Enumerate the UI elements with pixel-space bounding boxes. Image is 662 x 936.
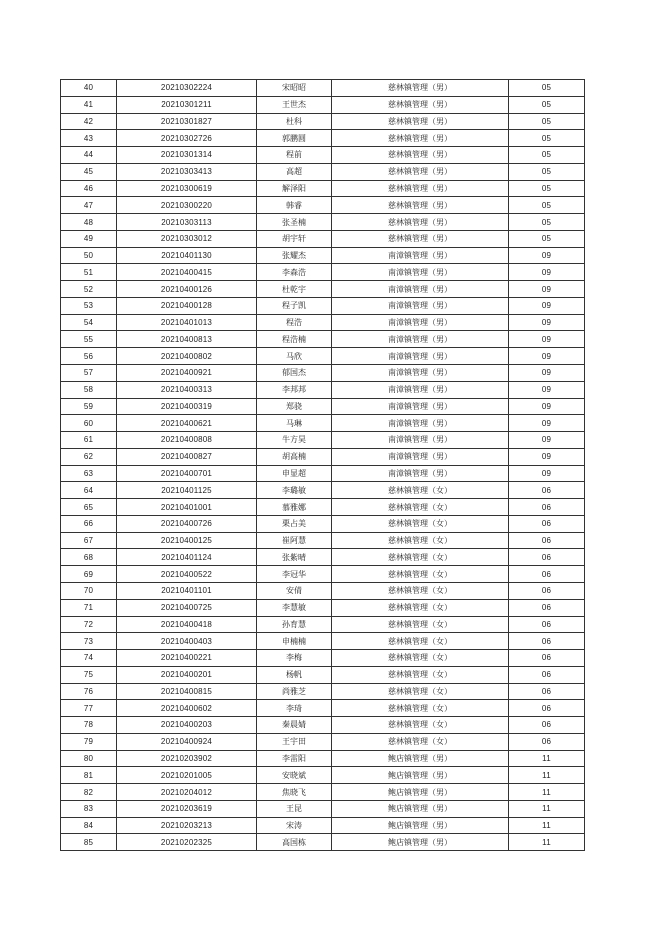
row-number-cell: 71 [61, 599, 117, 616]
name-cell: 胡宇轩 [257, 230, 332, 247]
exam-id-cell: 20210204012 [117, 784, 257, 801]
name-cell: 慕雅娜 [257, 499, 332, 516]
name-cell: 焦晓飞 [257, 784, 332, 801]
row-number-cell: 41 [61, 96, 117, 113]
table-row [61, 297, 585, 314]
row-number-cell: 79 [61, 733, 117, 750]
code-cell: 11 [509, 800, 585, 817]
row-number-cell: 56 [61, 348, 117, 365]
code-cell: 09 [509, 247, 585, 264]
table-row [61, 281, 585, 298]
code-cell: 09 [509, 264, 585, 281]
row-number-cell: 75 [61, 666, 117, 683]
code-cell: 09 [509, 297, 585, 314]
name-cell: 王昆 [257, 800, 332, 817]
row-number-cell: 45 [61, 163, 117, 180]
position-cell: 南漳镇管理（男） [332, 314, 509, 331]
position-cell: 慈林镇管理（女） [332, 650, 509, 667]
code-cell: 11 [509, 767, 585, 784]
row-number-cell: 69 [61, 566, 117, 583]
exam-id-cell: 20210400126 [117, 281, 257, 298]
position-cell: 慈林镇管理（女） [332, 499, 509, 516]
code-cell: 06 [509, 482, 585, 499]
position-cell: 南漳镇管理（男） [332, 415, 509, 432]
table-row [61, 465, 585, 482]
exam-id-cell: 20210400726 [117, 515, 257, 532]
row-number-cell: 44 [61, 147, 117, 164]
table-row [61, 515, 585, 532]
position-cell: 南漳镇管理（男） [332, 264, 509, 281]
row-number-cell: 64 [61, 482, 117, 499]
position-cell: 鲍店镇管理（男） [332, 750, 509, 767]
code-cell: 11 [509, 817, 585, 834]
position-cell: 南漳镇管理（男） [332, 281, 509, 298]
exam-id-cell: 20210400522 [117, 566, 257, 583]
position-cell: 慈林镇管理（男） [332, 180, 509, 197]
row-number-cell: 82 [61, 784, 117, 801]
row-number-cell: 55 [61, 331, 117, 348]
table-row [61, 197, 585, 214]
position-cell: 慈林镇管理（男） [332, 163, 509, 180]
position-cell: 鲍店镇管理（男） [332, 834, 509, 851]
name-cell: 秦晨婧 [257, 717, 332, 734]
row-number-cell: 60 [61, 415, 117, 432]
table-row [61, 130, 585, 147]
row-number-cell: 76 [61, 683, 117, 700]
row-number-cell: 62 [61, 448, 117, 465]
table-row [61, 733, 585, 750]
position-cell: 南漳镇管理（男） [332, 432, 509, 449]
table-row [61, 163, 585, 180]
table-row [61, 331, 585, 348]
name-cell: 申显超 [257, 465, 332, 482]
row-number-cell: 43 [61, 130, 117, 147]
table-row [61, 549, 585, 566]
exam-id-cell: 20210302726 [117, 130, 257, 147]
position-cell: 慈林镇管理（女） [332, 683, 509, 700]
row-number-cell: 59 [61, 398, 117, 415]
code-cell: 05 [509, 96, 585, 113]
table-row [61, 365, 585, 382]
exam-id-cell: 20210201005 [117, 767, 257, 784]
code-cell: 06 [509, 499, 585, 516]
row-number-cell: 77 [61, 700, 117, 717]
row-number-cell: 40 [61, 80, 117, 97]
code-cell: 09 [509, 314, 585, 331]
code-cell: 06 [509, 683, 585, 700]
position-cell: 南漳镇管理（男） [332, 247, 509, 264]
table-row [61, 499, 585, 516]
code-cell: 06 [509, 515, 585, 532]
table-row [61, 147, 585, 164]
position-cell: 南漳镇管理（男） [332, 398, 509, 415]
exam-id-cell: 20210202325 [117, 834, 257, 851]
name-cell: 马琳 [257, 415, 332, 432]
table-row [61, 650, 585, 667]
code-cell: 05 [509, 80, 585, 97]
table-row [61, 482, 585, 499]
table-row [61, 448, 585, 465]
table-row [61, 415, 585, 432]
name-cell: 张圣楠 [257, 214, 332, 231]
position-cell: 慈林镇管理（女） [332, 666, 509, 683]
row-number-cell: 66 [61, 515, 117, 532]
exam-id-cell: 20210302224 [117, 80, 257, 97]
name-cell: 郁国杰 [257, 365, 332, 382]
code-cell: 09 [509, 398, 585, 415]
row-number-cell: 51 [61, 264, 117, 281]
name-cell: 程子凯 [257, 297, 332, 314]
row-number-cell: 53 [61, 297, 117, 314]
code-cell: 09 [509, 331, 585, 348]
code-cell: 06 [509, 599, 585, 616]
exam-id-cell: 20210400802 [117, 348, 257, 365]
exam-id-cell: 20210400313 [117, 381, 257, 398]
table-row [61, 264, 585, 281]
code-cell: 06 [509, 717, 585, 734]
position-cell: 慈林镇管理（男） [332, 96, 509, 113]
name-cell: 杜科 [257, 113, 332, 130]
code-cell: 09 [509, 465, 585, 482]
table-row [61, 214, 585, 231]
exam-id-cell: 20210301827 [117, 113, 257, 130]
table-row [61, 767, 585, 784]
name-cell: 安晓斌 [257, 767, 332, 784]
position-cell: 鲍店镇管理（男） [332, 784, 509, 801]
position-cell: 鲍店镇管理（男） [332, 800, 509, 817]
exam-id-cell: 20210400125 [117, 532, 257, 549]
roster-body [61, 80, 585, 851]
exam-id-cell: 20210400813 [117, 331, 257, 348]
row-number-cell: 68 [61, 549, 117, 566]
row-number-cell: 65 [61, 499, 117, 516]
position-cell: 慈林镇管理（女） [332, 515, 509, 532]
name-cell: 程浩楠 [257, 331, 332, 348]
code-cell: 11 [509, 784, 585, 801]
table-row [61, 532, 585, 549]
position-cell: 慈林镇管理（男） [332, 230, 509, 247]
name-cell: 宋昭昭 [257, 80, 332, 97]
exam-id-cell: 20210301314 [117, 147, 257, 164]
code-cell: 09 [509, 381, 585, 398]
name-cell: 安倩 [257, 582, 332, 599]
code-cell: 05 [509, 214, 585, 231]
exam-id-cell: 20210400621 [117, 415, 257, 432]
table-row [61, 247, 585, 264]
code-cell: 09 [509, 448, 585, 465]
name-cell: 杜乾宇 [257, 281, 332, 298]
position-cell: 慈林镇管理（女） [332, 717, 509, 734]
table-row [61, 666, 585, 683]
table-row [61, 398, 585, 415]
exam-id-cell: 20210400403 [117, 633, 257, 650]
row-number-cell: 61 [61, 432, 117, 449]
name-cell: 郭鹏圆 [257, 130, 332, 147]
exam-id-cell: 20210401013 [117, 314, 257, 331]
code-cell: 05 [509, 113, 585, 130]
row-number-cell: 83 [61, 800, 117, 817]
name-cell: 张耀杰 [257, 247, 332, 264]
exam-id-cell: 20210303012 [117, 230, 257, 247]
position-cell: 慈林镇管理（女） [332, 599, 509, 616]
position-cell: 慈林镇管理（女） [332, 532, 509, 549]
position-cell: 慈林镇管理（男） [332, 214, 509, 231]
row-number-cell: 85 [61, 834, 117, 851]
name-cell: 崔阿慧 [257, 532, 332, 549]
table-row [61, 582, 585, 599]
name-cell: 宋涛 [257, 817, 332, 834]
exam-id-cell: 20210401124 [117, 549, 257, 566]
row-number-cell: 48 [61, 214, 117, 231]
exam-id-cell: 20210400415 [117, 264, 257, 281]
position-cell: 慈林镇管理（男） [332, 80, 509, 97]
exam-id-cell: 20210303413 [117, 163, 257, 180]
exam-id-cell: 20210301211 [117, 96, 257, 113]
exam-id-cell: 20210400201 [117, 666, 257, 683]
table-row [61, 230, 585, 247]
position-cell: 慈林镇管理（女） [332, 733, 509, 750]
table-row [61, 432, 585, 449]
code-cell: 09 [509, 365, 585, 382]
table-row [61, 700, 585, 717]
position-cell: 慈林镇管理（男） [332, 130, 509, 147]
position-cell: 慈林镇管理（男） [332, 147, 509, 164]
name-cell: 李璐敏 [257, 482, 332, 499]
exam-id-cell: 20210401130 [117, 247, 257, 264]
exam-id-cell: 20210400924 [117, 733, 257, 750]
name-cell: 李琦 [257, 700, 332, 717]
code-cell: 05 [509, 147, 585, 164]
table-row [61, 817, 585, 834]
exam-id-cell: 20210400203 [117, 717, 257, 734]
position-cell: 南漳镇管理（男） [332, 465, 509, 482]
table-row [61, 96, 585, 113]
position-cell: 慈林镇管理（女） [332, 549, 509, 566]
name-cell: 张紫晴 [257, 549, 332, 566]
row-number-cell: 70 [61, 582, 117, 599]
exam-id-cell: 20210400921 [117, 365, 257, 382]
name-cell: 高国栋 [257, 834, 332, 851]
code-cell: 11 [509, 750, 585, 767]
exam-id-cell: 20210401001 [117, 499, 257, 516]
name-cell: 李邦邦 [257, 381, 332, 398]
position-cell: 南漳镇管理（男） [332, 381, 509, 398]
table-row [61, 633, 585, 650]
exam-id-cell: 20210401125 [117, 482, 257, 499]
table-row [61, 800, 585, 817]
row-number-cell: 49 [61, 230, 117, 247]
exam-id-cell: 20210400827 [117, 448, 257, 465]
table-row [61, 180, 585, 197]
code-cell: 06 [509, 582, 585, 599]
table-row [61, 113, 585, 130]
exam-id-cell: 20210203902 [117, 750, 257, 767]
table-row [61, 784, 585, 801]
table-row [61, 381, 585, 398]
position-cell: 南漳镇管理（男） [332, 297, 509, 314]
exam-id-cell: 20210400701 [117, 465, 257, 482]
row-number-cell: 54 [61, 314, 117, 331]
exam-id-cell: 20210203619 [117, 800, 257, 817]
row-number-cell: 78 [61, 717, 117, 734]
position-cell: 慈林镇管理（女） [332, 566, 509, 583]
exam-id-cell: 20210400808 [117, 432, 257, 449]
name-cell: 尚雅芝 [257, 683, 332, 700]
name-cell: 王世杰 [257, 96, 332, 113]
name-cell: 郑骁 [257, 398, 332, 415]
code-cell: 06 [509, 650, 585, 667]
exam-id-cell: 20210400128 [117, 297, 257, 314]
position-cell: 慈林镇管理（男） [332, 197, 509, 214]
position-cell: 慈林镇管理（女） [332, 700, 509, 717]
exam-id-cell: 20210400815 [117, 683, 257, 700]
name-cell: 马欣 [257, 348, 332, 365]
position-cell: 南漳镇管理（男） [332, 448, 509, 465]
code-cell: 06 [509, 666, 585, 683]
row-number-cell: 47 [61, 197, 117, 214]
name-cell: 李慧敏 [257, 599, 332, 616]
position-cell: 慈林镇管理（女） [332, 633, 509, 650]
table-row [61, 616, 585, 633]
table-row [61, 834, 585, 851]
exam-id-cell: 20210400725 [117, 599, 257, 616]
code-cell: 09 [509, 432, 585, 449]
row-number-cell: 52 [61, 281, 117, 298]
code-cell: 06 [509, 566, 585, 583]
name-cell: 李雷阳 [257, 750, 332, 767]
code-cell: 05 [509, 180, 585, 197]
table-row [61, 566, 585, 583]
code-cell: 09 [509, 281, 585, 298]
position-cell: 鲍店镇管理（男） [332, 817, 509, 834]
name-cell: 程前 [257, 147, 332, 164]
position-cell: 南漳镇管理（男） [332, 331, 509, 348]
name-cell: 李梅 [257, 650, 332, 667]
exam-id-cell: 20210303113 [117, 214, 257, 231]
code-cell: 06 [509, 549, 585, 566]
row-number-cell: 81 [61, 767, 117, 784]
position-cell: 慈林镇管理（女） [332, 482, 509, 499]
name-cell: 胡高楠 [257, 448, 332, 465]
row-number-cell: 80 [61, 750, 117, 767]
name-cell: 孙育慧 [257, 616, 332, 633]
code-cell: 09 [509, 348, 585, 365]
position-cell: 南漳镇管理（男） [332, 365, 509, 382]
table-row [61, 314, 585, 331]
code-cell: 09 [509, 415, 585, 432]
code-cell: 11 [509, 834, 585, 851]
code-cell: 06 [509, 633, 585, 650]
row-number-cell: 57 [61, 365, 117, 382]
table-row [61, 599, 585, 616]
position-cell: 慈林镇管理（女） [332, 616, 509, 633]
position-cell: 慈林镇管理（女） [332, 582, 509, 599]
row-number-cell: 73 [61, 633, 117, 650]
row-number-cell: 42 [61, 113, 117, 130]
table-row [61, 80, 585, 97]
code-cell: 05 [509, 130, 585, 147]
name-cell: 李冠华 [257, 566, 332, 583]
code-cell: 05 [509, 163, 585, 180]
row-number-cell: 63 [61, 465, 117, 482]
name-cell: 解泽阳 [257, 180, 332, 197]
position-cell: 鲍店镇管理（男） [332, 767, 509, 784]
exam-id-cell: 20210400319 [117, 398, 257, 415]
row-number-cell: 74 [61, 650, 117, 667]
exam-id-cell: 20210300220 [117, 197, 257, 214]
row-number-cell: 72 [61, 616, 117, 633]
exam-id-cell: 20210203213 [117, 817, 257, 834]
exam-id-cell: 20210400418 [117, 616, 257, 633]
code-cell: 06 [509, 616, 585, 633]
row-number-cell: 46 [61, 180, 117, 197]
name-cell: 程浩 [257, 314, 332, 331]
exam-id-cell: 20210400221 [117, 650, 257, 667]
row-number-cell: 84 [61, 817, 117, 834]
name-cell: 杨帆 [257, 666, 332, 683]
name-cell: 牛方昊 [257, 432, 332, 449]
code-cell: 06 [509, 733, 585, 750]
name-cell: 韩睿 [257, 197, 332, 214]
exam-id-cell: 20210300619 [117, 180, 257, 197]
table-row [61, 348, 585, 365]
position-cell: 慈林镇管理（男） [332, 113, 509, 130]
row-number-cell: 67 [61, 532, 117, 549]
table-row [61, 683, 585, 700]
exam-id-cell: 20210400602 [117, 700, 257, 717]
code-cell: 05 [509, 197, 585, 214]
code-cell: 06 [509, 532, 585, 549]
name-cell: 王宇田 [257, 733, 332, 750]
row-number-cell: 58 [61, 381, 117, 398]
name-cell: 申楠楠 [257, 633, 332, 650]
table-row [61, 717, 585, 734]
code-cell: 06 [509, 700, 585, 717]
name-cell: 栗占美 [257, 515, 332, 532]
code-cell: 05 [509, 230, 585, 247]
roster-table [60, 79, 585, 851]
row-number-cell: 50 [61, 247, 117, 264]
name-cell: 高超 [257, 163, 332, 180]
exam-id-cell: 20210401101 [117, 582, 257, 599]
table-row [61, 750, 585, 767]
name-cell: 李森浩 [257, 264, 332, 281]
position-cell: 南漳镇管理（男） [332, 348, 509, 365]
